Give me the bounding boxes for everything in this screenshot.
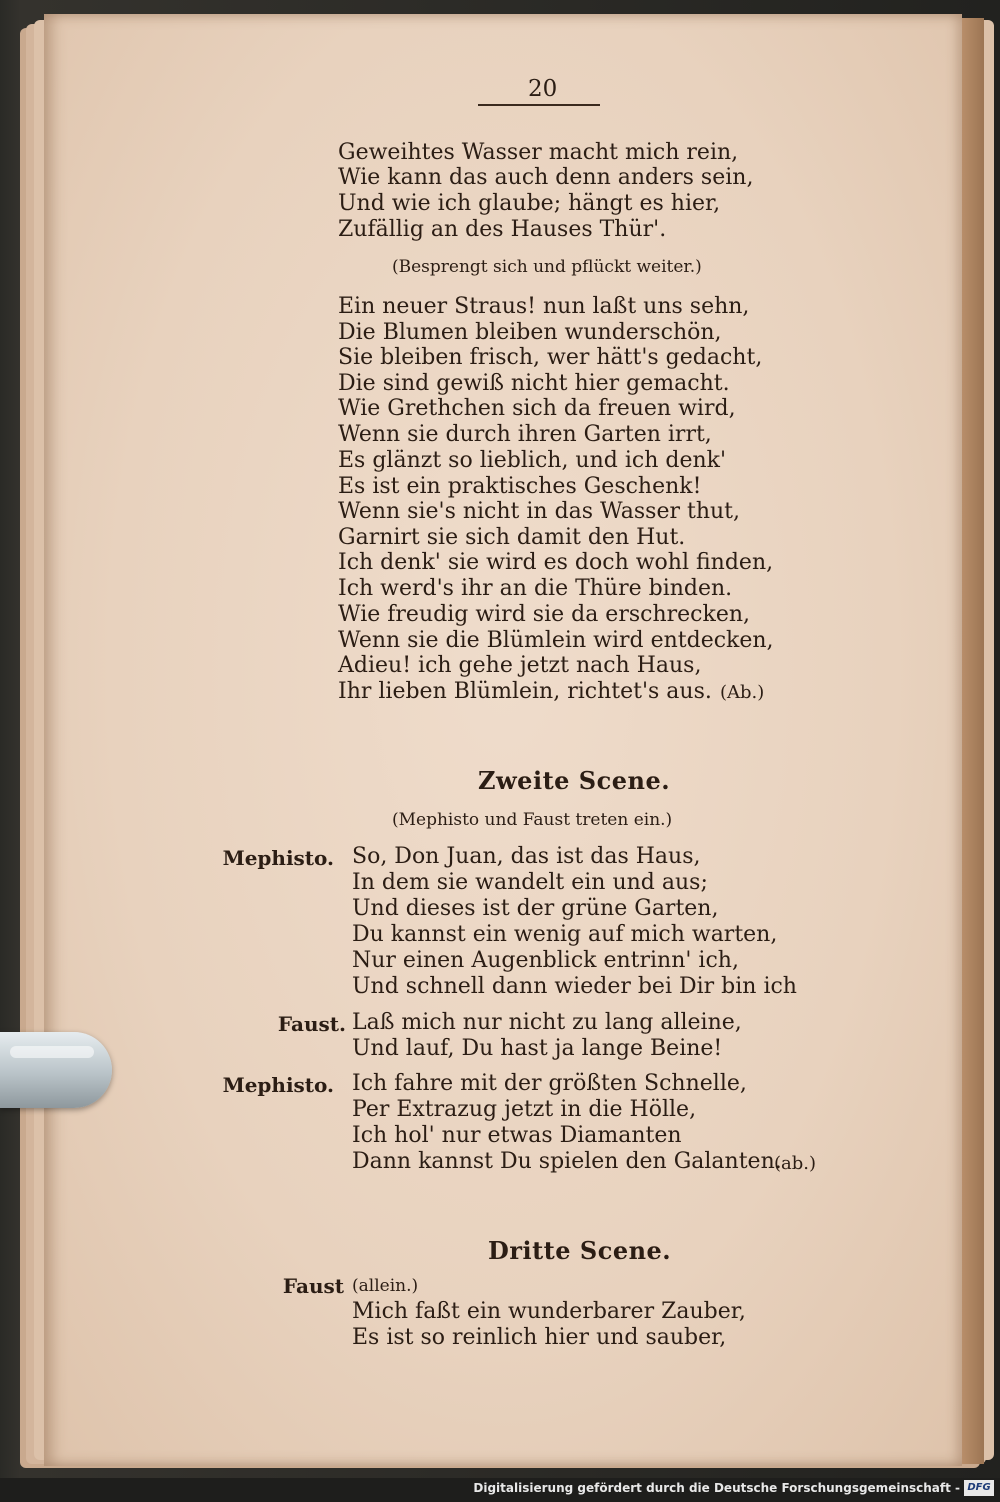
scene-heading: Zweite Scene.	[478, 766, 671, 795]
verse-line: Ein neuer Straus! nun laßt uns sehn,	[338, 294, 750, 319]
digitization-credit: Digitalisierung gefördert durch die Deutsche Forschungsgemeinschaft -	[473, 1481, 960, 1495]
verse-line: Dann kannst Du spielen den Galanten.	[352, 1149, 782, 1174]
verse-line: Adieu! ich gehe jetzt nach Haus,	[338, 653, 702, 678]
verse-line: Und dieses ist der grüne Garten,	[352, 896, 719, 921]
verse-line: Sie bleiben frisch, wer hätt's gedacht,	[338, 345, 763, 370]
scene-heading: Dritte Scene.	[488, 1236, 672, 1265]
speaker-name: Mephisto.	[222, 846, 334, 870]
verse-line: Wenn sie durch ihren Garten irrt,	[338, 422, 712, 447]
verse-line: Die Blumen bleiben wunderschön,	[338, 320, 722, 345]
stage-direction: (allein.)	[352, 1276, 419, 1296]
speaker-name: Mephisto.	[222, 1073, 334, 1097]
verse-line: Es ist ein praktisches Geschenk!	[338, 474, 702, 499]
verse-line: Wenn sie's nicht in das Wasser thut,	[338, 499, 740, 524]
verse-line: Wie freudig wird sie da erschrecken,	[338, 602, 750, 627]
verse-line: Geweihtes Wasser macht mich rein,	[338, 140, 739, 165]
verse-line: Mich faßt ein wunderbarer Zauber,	[352, 1299, 746, 1324]
book-right-edge	[962, 18, 984, 1464]
verse-line: Laß mich nur nicht zu lang alleine,	[352, 1010, 742, 1035]
verse-line: Wenn sie die Blümlein wird entdecken,	[338, 628, 774, 653]
verse-line: Und wie ich glaube; hängt es hier,	[338, 191, 721, 216]
verse-line: Du kannst ein wenig auf mich warten,	[352, 922, 778, 947]
verse-line: Garnirt sie sich damit den Hut.	[338, 525, 686, 550]
verse-line: Per Extrazug jetzt in die Hölle,	[352, 1097, 697, 1122]
speaker-name: Faust	[282, 1274, 344, 1298]
exit-direction: (Ab.)	[720, 682, 765, 703]
verse-line: Wie Grethchen sich da freuen wird,	[338, 396, 736, 421]
verse-line: Die sind gewiß nicht hier gemacht.	[338, 371, 730, 396]
verse-line: Es glänzt so lieblich, und ich denk'	[338, 448, 727, 473]
exit-direction: (ab.)	[774, 1153, 817, 1174]
page-number-rule	[478, 104, 600, 106]
verse-line: Ich hol' nur etwas Diamanten	[352, 1123, 682, 1148]
verse-line: Ich denk' sie wird es doch wohl finden,	[338, 550, 774, 575]
stage-direction: (Besprengt sich und pflückt weiter.)	[392, 257, 702, 277]
page-number: 20	[528, 76, 558, 102]
verse-line: Ich fahre mit der größten Schnelle,	[352, 1071, 747, 1096]
verse-line: Und schnell dann wieder bei Dir bin ich	[352, 974, 797, 999]
page-clip	[0, 1032, 112, 1108]
verse-line: Zufällig an des Hauses Thür'.	[338, 217, 667, 242]
verse-line: So, Don Juan, das ist das Haus,	[352, 844, 701, 869]
verse-line: Ich werd's ihr an die Thüre binden.	[338, 576, 733, 601]
verse-line: In dem sie wandelt ein und aus;	[352, 870, 708, 895]
dfg-logo: DFG	[964, 1480, 994, 1496]
stage-direction: (Mephisto und Faust treten ein.)	[392, 810, 673, 830]
verse-line: Nur einen Augenblick entrinn' ich,	[352, 948, 739, 973]
verse-line: Es ist so reinlich hier und sauber,	[352, 1325, 727, 1350]
verse-line: Ihr lieben Blümlein, richtet's aus.	[338, 679, 712, 704]
verse-line: Und lauf, Du hast ja lange Beine!	[352, 1036, 723, 1061]
verse-line: Wie kann das auch denn anders sein,	[338, 165, 754, 190]
speaker-name: Faust.	[277, 1012, 346, 1036]
